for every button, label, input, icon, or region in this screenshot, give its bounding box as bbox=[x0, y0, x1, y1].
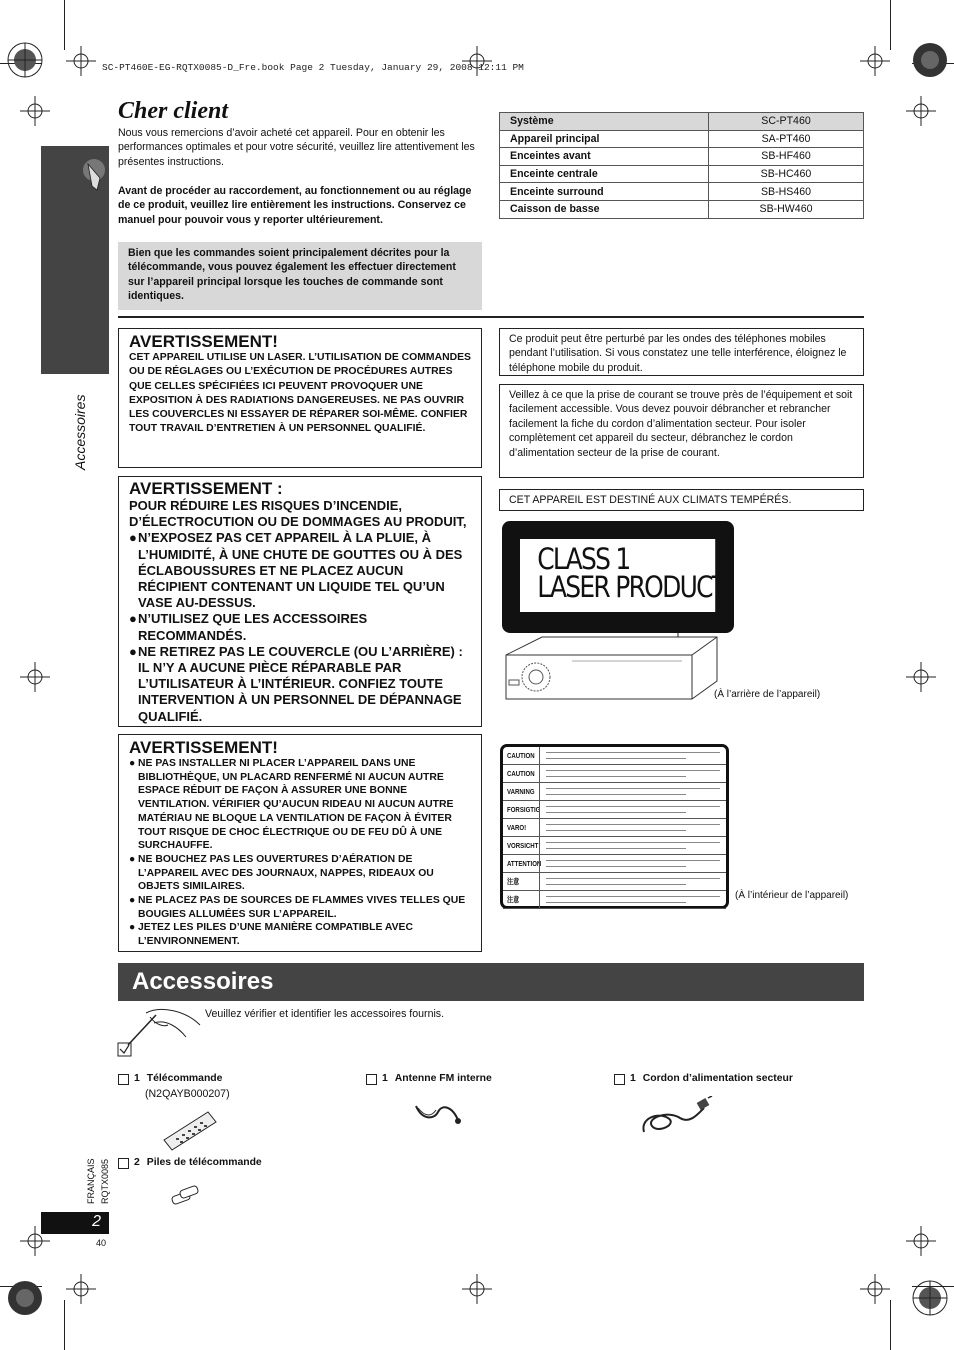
climate-note: CET APPAREIL EST DESTINÉ AUX CLIMATS TEMPÉRÉS. bbox=[499, 489, 864, 511]
registration-circle-icon bbox=[5, 1278, 45, 1318]
file-header: SC-PT460E-EG-RQTX0085-D_Fre.book Page 2 Tuesday, January 29, 2008 12:11 PM bbox=[102, 62, 524, 73]
device-rear-illustration bbox=[502, 625, 732, 710]
caution-row-fineprint bbox=[539, 783, 726, 800]
warning-bullet-text: NE PAS INSTALLER NI PLACER L’APPAREIL DANS UNE BIBLIOTHÈQUE, UN PLACARD RENFERMÉ NI AUCUN AUTRE ESPACE RÉDUIT DE FAÇON À ASSURER UNE BONNE VENTILATION. VÉRIFIER QU’AUCUN RIDEAU NI AUCUN AUTRE MATÉRIAU NE BLOQUE LA VENTILATION DE FAÇON À ÉVITER TOUT RISQUE DE CHOC ÉLECTRIQUE OU DE FEU DÛ À UNE SURCHAUFFE. bbox=[138, 758, 454, 852]
system-component-model: SB-HF460 bbox=[709, 148, 864, 166]
accessory-batteries bbox=[118, 1157, 262, 1169]
section-divider bbox=[118, 316, 864, 318]
warning-bullet-text: NE PLACEZ PAS DE SOURCES DE FLAMMES VIVES TELLES QUE BOUGIES ALLUMÉES SUR L’APPAREIL. bbox=[138, 895, 466, 920]
system-component-label: Appareil principal bbox=[500, 130, 709, 148]
warning-bullet-text: N’UTILISEZ QUE LES ACCESSOIRES RECOMMANDÉS. bbox=[138, 611, 368, 643]
caution-row bbox=[503, 765, 726, 783]
laser-label-text bbox=[520, 539, 726, 612]
accessory-name: Cordon d’alimentation secteur bbox=[642, 1073, 793, 1084]
system-table-row bbox=[500, 183, 864, 201]
laser-label-caption: (À l’arrière de l’appareil) bbox=[714, 689, 821, 700]
class1-laser-label bbox=[502, 521, 734, 633]
registration-circle-icon bbox=[5, 40, 45, 80]
caution-row bbox=[503, 855, 726, 873]
system-component-model: SB-HC460 bbox=[709, 165, 864, 183]
caution-row-fineprint bbox=[539, 873, 726, 890]
caution-row-fineprint bbox=[539, 891, 726, 908]
warning-bullet-text: N’EXPOSEZ PAS CET APPAREIL À LA PLUIE, À L’HUMIDITÉ, À UNE CHUTE DE GOUTTES OU À DES ÉCLABOUSSURES ET NE PLACEZ AUCUN RÉCIPIENT CONTENANT UN LIQUIDE TEL QU’UN VASE AU-DESSUS. bbox=[138, 530, 463, 611]
intro-text: Nous vous remercions d’avoir acheté cet appareil. Pour en obtenir les performances optimales et pour votre sécurité, veuillez lire attentivement les présentes instructions. bbox=[118, 127, 475, 168]
accessory-checkbox[interactable] bbox=[614, 1074, 625, 1085]
accessory-qty: 1 bbox=[630, 1073, 636, 1084]
intro-instructions: Avant de procéder au raccordement, au fonctionnement ou au réglage de ce produit, veuillez lire entièrement les instructions. Conservez ce manuel pour pouvoir vous y reporter ultérieurement. bbox=[118, 185, 472, 226]
warning-bullet bbox=[129, 530, 471, 611]
caution-row bbox=[503, 837, 726, 855]
laser-warning-text: CET APPAREIL UTILISE UN LASER. L’UTILISATION DE COMMANDES OU DE RÉGLAGES OU L’EXÉCUTION DE PROCÉDURES AUTRES QUE CELLES SPÉCIFIÉES ICI PEUVENT PROVOQUER UNE EXPOSITION À DES RADIATIONS DANGEREUSES. NE PAS OUVRIR LES COUVERCLES NI ESSAYER DE RÉPARER SOI-MÊME. CONFIER TOUT TRAVAIL D’ENTRETIEN À UN PERSONNEL QUALIFIÉ. bbox=[129, 352, 471, 435]
accessory-qty: 1 bbox=[134, 1073, 140, 1084]
language-label: FRANÇAIS bbox=[86, 1158, 96, 1204]
warning-bullet bbox=[129, 757, 471, 853]
accessory-checkbox[interactable] bbox=[118, 1158, 129, 1169]
system-component-model: SB-HW460 bbox=[709, 200, 864, 218]
system-component-label: Caisson de basse bbox=[500, 200, 709, 218]
system-table-row bbox=[500, 165, 864, 183]
system-component-label: Enceintes avant bbox=[500, 148, 709, 166]
caution-row bbox=[503, 891, 726, 909]
fire-warning-intro: POUR RÉDUIRE LES RISQUES D’INCENDIE, D’ÉLECTROCUTION OU DE DOMMAGES AU PRODUIT, bbox=[129, 498, 467, 530]
remote-model-code: (N2QAYB000207) bbox=[145, 1088, 230, 1100]
side-section-label: Accessoires bbox=[72, 394, 88, 470]
crosshair-icon bbox=[860, 46, 890, 76]
crosshair-icon bbox=[462, 1274, 492, 1304]
system-component-model: SC-PT460 bbox=[709, 113, 864, 131]
bullet-dot: ● bbox=[129, 853, 136, 865]
accessory-fm-antenna bbox=[366, 1073, 492, 1085]
caution-row-heading: FORSIGTIG bbox=[507, 805, 541, 814]
caution-row bbox=[503, 873, 726, 891]
registration-circle-icon bbox=[910, 40, 950, 80]
caution-row-heading: CAUTION bbox=[507, 751, 535, 760]
accessory-checkbox[interactable] bbox=[366, 1074, 377, 1085]
bullet-dot: ● bbox=[129, 758, 136, 769]
fm-antenna-icon bbox=[412, 1098, 464, 1128]
system-component-model: SA-PT460 bbox=[709, 130, 864, 148]
sub-page-number: 40 bbox=[96, 1238, 107, 1248]
accessory-qty: 1 bbox=[382, 1073, 388, 1084]
bullet-dot: ● bbox=[129, 611, 137, 627]
crosshair-icon bbox=[20, 662, 50, 692]
crop-mark bbox=[890, 1300, 891, 1350]
accessory-name: Antenne FM interne bbox=[394, 1073, 492, 1084]
warning-bullet bbox=[129, 921, 471, 948]
caution-label bbox=[500, 744, 729, 909]
crop-mark bbox=[890, 0, 891, 50]
system-table-row bbox=[500, 200, 864, 218]
power-cord-icon bbox=[638, 1096, 714, 1140]
caution-row-fineprint bbox=[539, 765, 726, 782]
caution-row-fineprint bbox=[539, 801, 726, 818]
crop-mark bbox=[64, 1300, 65, 1350]
crosshair-icon bbox=[906, 1226, 936, 1256]
mobile-phone-note: Ce produit peut être perturbé par les ondes des téléphones mobiles pendant l’utilisation. Si vous constatez une telle interférence, éloignez le téléphone mobile du produit. bbox=[499, 328, 864, 376]
accessory-name: Piles de télécommande bbox=[146, 1157, 262, 1168]
warning-bullet bbox=[129, 644, 471, 725]
caution-row-heading: 注意 bbox=[507, 877, 520, 886]
bullet-dot: ● bbox=[129, 643, 137, 659]
warning-bullet-text: JETEZ LES PILES D’UNE MANIÈRE COMPATIBLE AVEC L’ENVIRONNEMENT. bbox=[138, 922, 413, 948]
crosshair-icon bbox=[860, 1274, 890, 1304]
warning-bullet bbox=[129, 611, 471, 643]
laser-warning-box bbox=[118, 328, 482, 468]
accessory-remote bbox=[118, 1073, 222, 1085]
caution-row-heading: CAUTION bbox=[507, 769, 535, 778]
caution-row-heading: VARNING bbox=[507, 787, 535, 796]
bullet-dot: ● bbox=[129, 922, 136, 934]
power-outlet-note: Veillez à ce que la prise de courant se trouve près de l’équipement et soit facilement accessible. Vous devez pouvoir débrancher et rebrancher facilement la fiche du cordon d’alimentation secteur. Pour isoler complètement cet appareil du secteur, débranchez le cordon d’alimentation secteur de la prise de courant. bbox=[499, 384, 864, 478]
system-component-label: Enceinte surround bbox=[500, 183, 709, 201]
batteries-icon bbox=[170, 1184, 202, 1208]
crosshair-icon bbox=[20, 96, 50, 126]
crop-mark bbox=[64, 0, 65, 50]
bullet-dot: ● bbox=[129, 895, 136, 907]
warning-title: AVERTISSEMENT! bbox=[129, 332, 278, 351]
remote-control-note: Bien que les commandes soient principalement décrites pour la télécommande, vous pouvez également les effectuer directement sur l’appareil principal lorsque les touches de commande sont identiques. bbox=[118, 242, 482, 310]
warning-title: AVERTISSEMENT : bbox=[129, 479, 283, 498]
caution-row-fineprint bbox=[539, 819, 726, 836]
caution-row-heading: 注意 bbox=[507, 895, 520, 904]
warning-bullet-text: NE BOUCHEZ PAS LES OUVERTURES D’AÉRATION DE L’APPAREIL AVEC DES JOURNAUX, NAPPES, RIDEAUX OU OBJETS SIMILAIRES. bbox=[138, 853, 434, 893]
accessory-checkbox[interactable] bbox=[118, 1074, 129, 1085]
system-component-label: Système bbox=[500, 113, 709, 131]
crosshair-icon bbox=[66, 46, 96, 76]
accessory-qty: 2 bbox=[134, 1157, 140, 1168]
caution-row bbox=[503, 783, 726, 801]
system-table bbox=[499, 112, 864, 219]
document-code: RQTX0085 bbox=[100, 1158, 110, 1204]
crosshair-icon bbox=[66, 1274, 96, 1304]
accessories-title: Accessoires bbox=[132, 968, 274, 995]
caution-row-fineprint bbox=[539, 837, 726, 854]
pen-nib-icon bbox=[82, 156, 108, 192]
accessory-name: Télécommande bbox=[146, 1073, 223, 1084]
crosshair-icon bbox=[906, 662, 936, 692]
checklist-hand-icon bbox=[116, 1005, 202, 1061]
page-number-box bbox=[41, 1212, 109, 1234]
bullet-dot: ● bbox=[129, 530, 137, 546]
ventilation-warning-box bbox=[118, 734, 482, 952]
accessories-check-note: Veuillez vérifier et identifier les accessoires fournis. bbox=[205, 1008, 445, 1020]
page-title: Cher client bbox=[118, 98, 229, 124]
warning-bullet bbox=[129, 894, 471, 921]
caution-label-caption: (À l’intérieur de l’appareil) bbox=[735, 890, 849, 901]
warning-bullet-text: NE RETIREZ PAS LE COUVERCLE (OU L’ARRIÈRE) : IL N’Y A AUCUNE PIÈCE RÉPARABLE PAR L’UTILISATEUR À L’INTÉRIEUR. CONFIEZ TOUTE INTERVENTION À UN PERSONNEL DE DÉPANNAGE QUALIFIÉ. bbox=[138, 643, 463, 724]
system-component-label: Enceinte centrale bbox=[500, 165, 709, 183]
caution-row-fineprint bbox=[539, 855, 726, 872]
caution-row bbox=[503, 747, 726, 765]
system-table-row bbox=[500, 113, 864, 131]
system-component-model: SB-HS460 bbox=[709, 183, 864, 201]
accessory-power-cord bbox=[614, 1073, 793, 1085]
caution-row-fineprint bbox=[539, 747, 726, 764]
system-table-row bbox=[500, 130, 864, 148]
laser-label-line2: LASER PRODUCT bbox=[537, 570, 726, 604]
caution-row-heading: VARO! bbox=[507, 823, 527, 832]
caution-row bbox=[503, 801, 726, 819]
caution-row bbox=[503, 819, 726, 837]
caution-row-heading: VORSICHT bbox=[507, 841, 539, 850]
warning-bullet bbox=[129, 853, 471, 894]
registration-circle-icon bbox=[910, 1278, 950, 1318]
fire-warning-box bbox=[118, 476, 482, 727]
system-table-row bbox=[500, 148, 864, 166]
page-number: 2 bbox=[92, 1213, 101, 1230]
warning-title: AVERTISSEMENT! bbox=[129, 738, 278, 757]
remote-control-icon bbox=[162, 1108, 218, 1154]
crosshair-icon bbox=[906, 96, 936, 126]
accessories-header bbox=[118, 963, 864, 1001]
caution-row-heading: ATTENTION bbox=[507, 859, 542, 868]
laser-label-line1: CLASS 1 bbox=[537, 542, 630, 576]
